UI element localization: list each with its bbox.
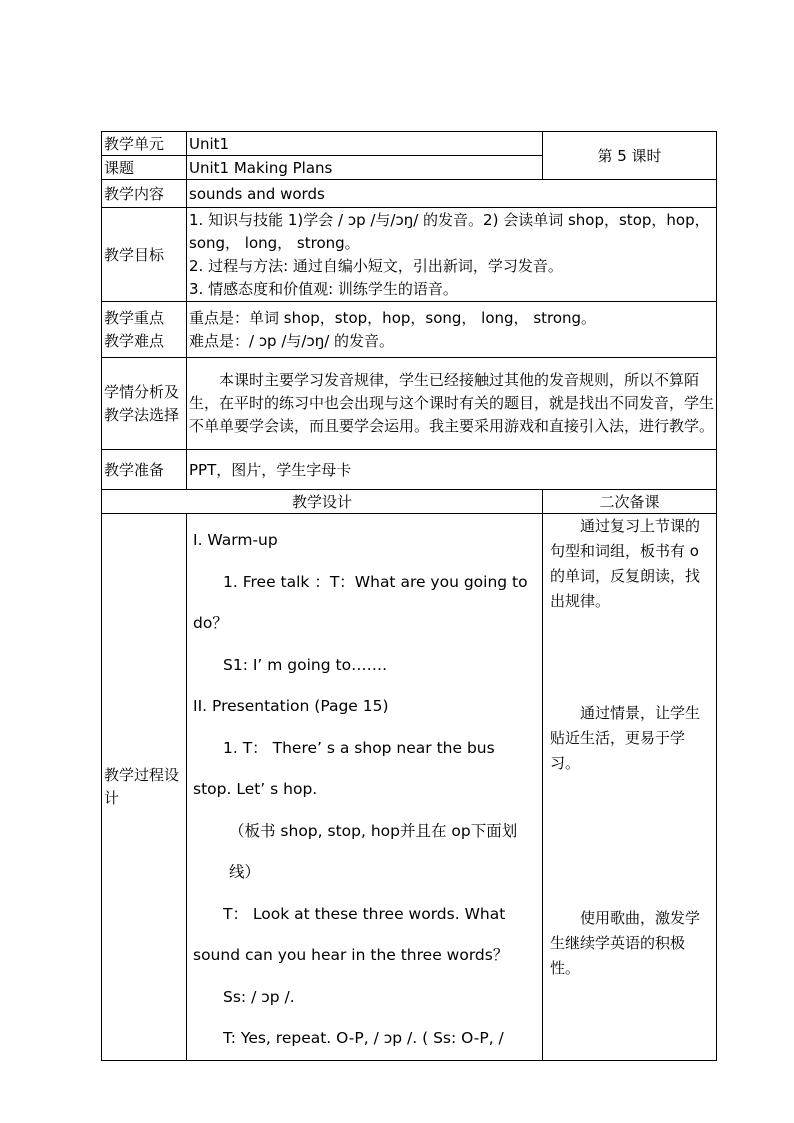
- process-line: sound can you hear in the three words？: [193, 946, 509, 964]
- process-row: [102, 514, 717, 1061]
- unit-label: 教学单元: [102, 132, 187, 156]
- objectives-row: [102, 208, 717, 302]
- note-song: 使用歌曲，激发学生继续学英语的积极性。: [550, 909, 701, 977]
- period-cell: 第 5 课时: [543, 132, 717, 180]
- notes-cell: [543, 514, 717, 1061]
- process-line: T: Yes, repeat. O-P, / ɔp /. ( Ss: O-P, /: [223, 1029, 504, 1047]
- objectives-label: 教学目标: [102, 208, 187, 302]
- note-review: 通过复习上节课的句型和词组，板书有 o 的单词，反复朗读，找出规律。: [550, 517, 701, 610]
- objective-line: song， long， strong。: [189, 233, 360, 252]
- unit-value: Unit1: [187, 132, 543, 156]
- process-label: 教学过程设计: [102, 514, 187, 1061]
- process-line: 1. Free talk ：T：What are you going to: [223, 572, 528, 591]
- content-row: [102, 180, 717, 208]
- title-value: Unit1 Making Plans: [187, 156, 543, 180]
- process-line: （板书 shop, stop, hop并且在 op下面划线）: [229, 821, 518, 881]
- key-points-label-line: 教学重点: [104, 308, 165, 327]
- process-line: Ss: / ɔp /.: [223, 987, 295, 1006]
- preparation-label: 教学准备: [102, 450, 187, 490]
- key-points-label: [102, 302, 187, 358]
- design-header-row: [102, 490, 717, 514]
- objective-line: 3. 情感态度和价值观: 训练学生的语音。: [189, 279, 458, 298]
- analysis-row: [102, 358, 717, 450]
- content-value: sounds and words: [187, 180, 717, 208]
- design-header-right: 二次备课: [543, 490, 717, 514]
- process-line: 1. T： There’ s a shop near the bus: [223, 738, 495, 757]
- analysis-text: 本课时主要学习发音规律，学生已经接触过其他的发音规则，所以不算陌生，在平时的练习中也会出现与这个课时有关的题目，就是找出不同发音，学生不单单要学会读，而且要学会运用。我主要采用游戏和直接引入法，进行教学。: [187, 358, 717, 450]
- note-scenario: 通过情景，让学生贴近生活，更易于学习。: [550, 704, 701, 772]
- lesson-plan-table: [101, 131, 717, 1061]
- difficult-points-label-line: 教学难点: [104, 331, 165, 350]
- key-point-text: 重点是：单词 shop，stop，hop，song， long， strong。: [189, 308, 597, 327]
- objective-line: 2. 过程与方法: 通过自编小短文，引出新词，学习发音。: [189, 256, 563, 275]
- objective-line: 1. 知识与技能 1)学会 / ɔp /与/ɔŋ/ 的发音。2) 会读单词 shop，stop，hop，: [189, 210, 710, 229]
- key-points-row: [102, 302, 717, 358]
- process-line: I. Warm-up: [193, 531, 278, 549]
- key-points-cell: [187, 302, 717, 358]
- content-label: 教学内容: [102, 180, 187, 208]
- difficult-point-text: 难点是：/ ɔp /与/ɔŋ/ 的发音。: [189, 331, 395, 350]
- analysis-label: 学情分析及教学法选择: [102, 358, 187, 450]
- objectives-cell: [187, 208, 717, 302]
- title-label: 课题: [102, 156, 187, 180]
- process-line: do？: [193, 614, 228, 632]
- preparation-value: PPT，图片，学生字母卡: [187, 450, 717, 490]
- process-cell: [187, 514, 543, 1061]
- design-header-left: 教学设计: [102, 490, 543, 514]
- process-line: II. Presentation (Page 15): [193, 697, 389, 715]
- preparation-row: [102, 450, 717, 490]
- process-line: S1: I’ m going to…….: [223, 655, 388, 674]
- process-line: T： Look at these three words. What: [223, 904, 506, 923]
- unit-row: [102, 132, 717, 156]
- process-line: stop. Let’ s hop.: [193, 780, 318, 798]
